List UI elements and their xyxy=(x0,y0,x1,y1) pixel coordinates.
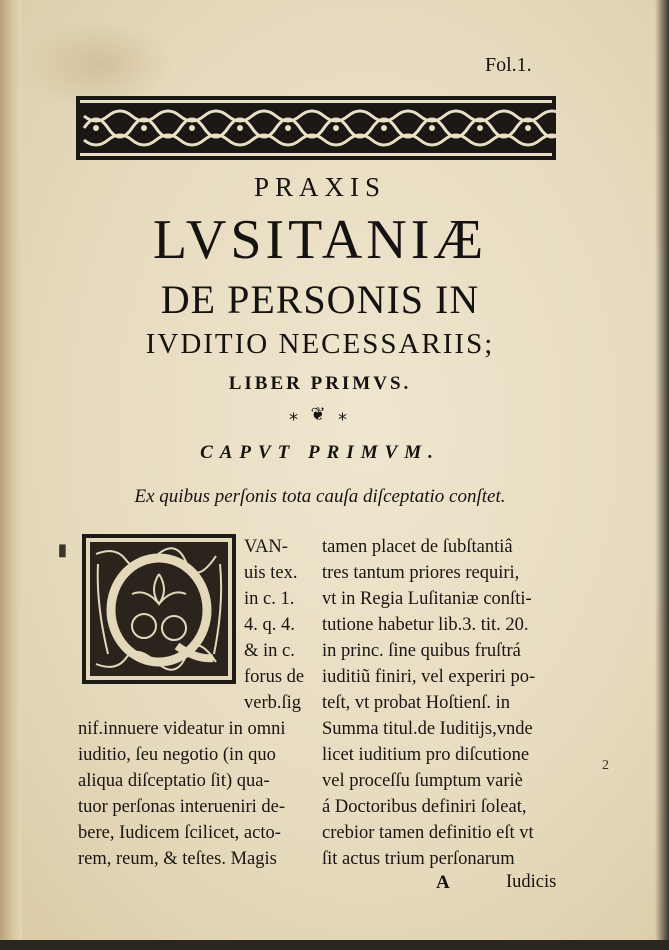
fleuron-ornament: ⁎ ❦ ⁎ xyxy=(288,404,352,424)
page-edge-shadow xyxy=(655,0,669,950)
page-bottom-edge xyxy=(0,940,669,950)
signature-mark: A xyxy=(436,872,450,893)
text-line: rem, reum, & teſtes. Magis xyxy=(78,849,277,869)
binding-edge xyxy=(0,0,22,950)
text-line: verb.ſig xyxy=(244,693,302,713)
text-line: tres tantum priores requiri, xyxy=(322,563,520,583)
text-line: iuditio, ſeu negotio (in quo xyxy=(78,745,276,765)
text-line: vt in Regia Luſitaniæ conſti- xyxy=(322,589,532,609)
text-line: tamen placet de ſubſtantiâ xyxy=(322,537,513,557)
folio-number: Fol.1. xyxy=(485,54,532,76)
text-line: VAN- xyxy=(244,537,288,557)
title-de-personis: DE PERSONIS IN xyxy=(160,277,480,322)
text-line: á Doctoribus definiri ſoleat, xyxy=(322,797,527,817)
text-line: in c. 1. xyxy=(244,589,295,609)
chapter-heading: CAPVT PRIMVM. xyxy=(200,442,440,463)
text-line: nif.innuere videatur in omni xyxy=(78,719,286,739)
text-line: in princ. ſine quibus fruſtrá xyxy=(322,641,521,661)
title-iuditio: IVDITIO NECESSARIIS; xyxy=(145,328,495,360)
text-line: aliqua diſceptatio ſit) qua- xyxy=(78,771,270,791)
title-lusitaniae: LVSITANIÆ xyxy=(152,209,488,271)
text-line: 4. q. 4. xyxy=(244,615,295,635)
catchword: Iudicis xyxy=(506,872,557,892)
text-line: uis tex. xyxy=(244,563,298,583)
text-line: forus de xyxy=(244,667,305,687)
paragraph-mark: ▮ xyxy=(58,542,67,559)
text-line: teſt, vt probat Hoſtienſ. in xyxy=(322,693,511,713)
drop-cap-letter: Q xyxy=(158,614,160,615)
text-line: tuor perſonas interueniri de- xyxy=(78,797,286,817)
text-line: crebior tamen definitio eſt vt xyxy=(322,823,534,843)
chapter-subtitle: Ex quibus perſonis tota cauſa diſceptatio conſtet. xyxy=(134,486,506,507)
text-line: iuditiũ finiri, vel experiri po- xyxy=(322,667,536,687)
text-line: vel proceſſu ſumptum variè xyxy=(322,771,523,791)
book-heading: LIBER PRIMVS. xyxy=(228,373,412,394)
text-line: tutione habetur lib.3. tit. 20. xyxy=(322,615,529,635)
text-line: Summa titul.de Iuditijs,vnde xyxy=(322,719,533,739)
title-praxis: PRAXIS xyxy=(253,172,387,202)
margin-numeral: 2 xyxy=(602,758,609,773)
text-line: licet iuditium pro diſcutione xyxy=(322,745,530,765)
text-line: ſit actus trium perſonarum xyxy=(322,849,515,869)
text-line: & in c. xyxy=(244,641,295,661)
drop-cap-q xyxy=(82,534,236,684)
headpiece-ornament xyxy=(76,96,556,160)
text-line: bere, Iudicem ſcilicet, acto- xyxy=(78,823,281,843)
